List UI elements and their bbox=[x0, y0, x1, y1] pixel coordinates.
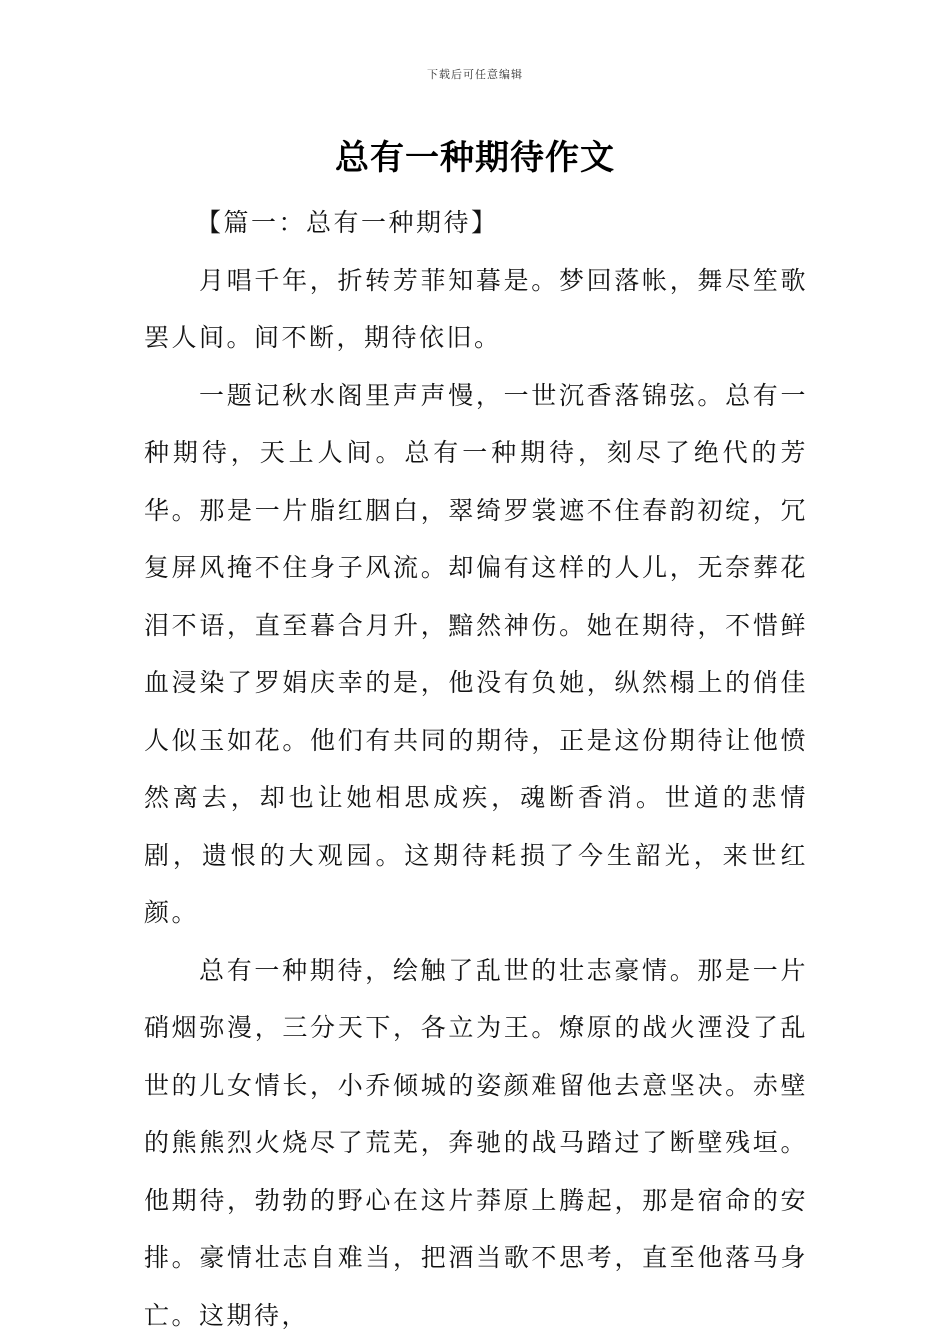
page-title: 总有一种期待作文 bbox=[335, 138, 615, 178]
document-body bbox=[144, 194, 808, 1344]
paragraph-1: 月唱千年，折转芳菲知暮是。梦回落帐，舞尽笙歌罢人间。间不断，期待依旧。 bbox=[144, 265, 808, 352]
paragraph-2: 一题记秋水阁里声声慢，一世沉香落锦弦。总有一种期待，天上人间。总有一种期待，刻尽了绝代的芳华。那是一片脂红胭白，翠绮罗裳遮不住春韵初绽，冗复屏风掩不住身子风流。却偏有这样的人儿，无奈葬花泪不语，直至暮合月升，黯然神伤。她在期待，不惜鲜血浸染了罗娟庆幸的是，他没有负她，纵然榻上的俏佳人似玉如花。他们有共同的期待，正是这份期待让他愤然离去，却也让她相思成疾，魂断香消。世道的悲情剧，遗恨的大观园。这期待耗损了今生韶光，来世红颜。 bbox=[144, 380, 808, 927]
header-note: 下载后可任意编辑 bbox=[427, 68, 523, 81]
section-heading: 【篇一：总有一种期待】 bbox=[196, 208, 499, 237]
paragraph-3: 总有一种期待，绘触了乱世的壮志豪情。那是一片硝烟弥漫，三分天下，各立为王。燎原的战火湮没了乱世的儿女情长，小乔倾城的姿颜难留他去意坚决。赤壁的熊熊烈火烧尽了荒芜，奔驰的战马踏过了断壁残垣。他期待，勃勃的野心在这片莽原上腾起，那是宿命的安排。豪情壮志自难当，把酒当歌不思考，直至他落马身亡。这期待， bbox=[144, 955, 808, 1330]
